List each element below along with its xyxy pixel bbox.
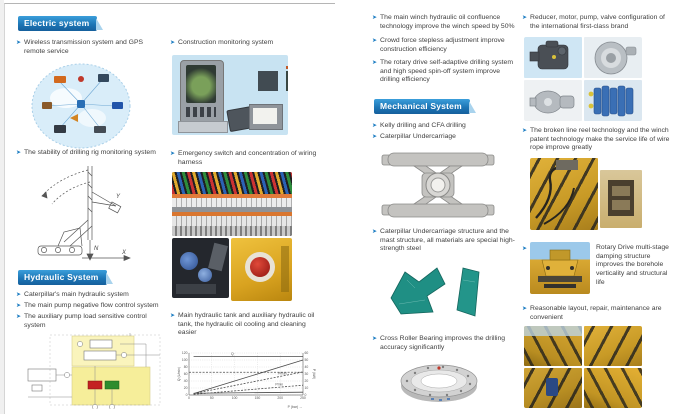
svg-text:120: 120 xyxy=(181,351,188,356)
rotary-drive-image xyxy=(530,242,590,294)
bullet-high-strength-steel xyxy=(372,228,522,254)
handheld-monitor xyxy=(180,60,224,124)
bullet-wireless-transmission xyxy=(16,39,166,56)
bullet-arrow-icon: ➤ xyxy=(372,134,378,140)
bullet-text: Caterpillar Undercarriage xyxy=(380,133,456,140)
bullet-reducer-configuration xyxy=(522,14,667,31)
svg-text:0: 0 xyxy=(185,393,188,398)
svg-text:30: 30 xyxy=(304,372,309,377)
bullet-arrow-icon: ➤ xyxy=(372,38,378,44)
reducer-photo xyxy=(524,37,582,78)
svg-text:60: 60 xyxy=(183,372,188,377)
svg-text:P (kW): P (kW) xyxy=(312,368,316,380)
bullet-arrow-icon: ➤ xyxy=(372,60,378,66)
bullet-arrow-icon: ➤ xyxy=(522,306,528,312)
steel-structure-image xyxy=(385,260,493,322)
svg-text:20: 20 xyxy=(183,386,188,391)
bullet-arrow-icon: ➤ xyxy=(522,128,528,134)
valve-block-photo xyxy=(584,80,642,121)
bullet-arrow-icon: ➤ xyxy=(16,314,22,320)
bullet-text: Cross Roller Bearing improves the drilling accuracy significantly xyxy=(380,335,506,351)
bullet-text: Construction monitoring system xyxy=(178,39,274,46)
bullet-text: Main hydraulic tank and auxiliary hydraulic oil tank, the hydraulic oil cooling and cleaning easier xyxy=(178,312,315,337)
bullet-arrow-icon: ➤ xyxy=(170,151,176,157)
svg-text:40: 40 xyxy=(304,365,309,370)
bullet-negative-flow-control xyxy=(16,302,178,311)
bullet-cat-main-hydraulic xyxy=(16,291,178,300)
components-grid-image xyxy=(524,37,642,121)
bullet-arrow-icon: ➤ xyxy=(372,123,378,129)
svg-text:200: 200 xyxy=(277,396,284,401)
drilling-rig-diagram-image xyxy=(24,162,136,264)
bullet-arrow-icon: ➤ xyxy=(522,246,528,252)
bullet-arrow-icon: ➤ xyxy=(170,313,176,319)
red-stop-button xyxy=(250,257,270,277)
svg-text:0: 0 xyxy=(188,396,190,401)
bullet-text: Reasonable layout, repair, maintenance are convenient xyxy=(530,305,662,321)
cross-roller-bearing-image xyxy=(395,358,483,408)
bullet-broken-line-reel xyxy=(522,127,670,153)
bullet-text: Emergency switch and concentration of wiring harness xyxy=(178,150,317,166)
section-badge-mechanical-system: Mechanical System xyxy=(374,99,470,114)
hub-node xyxy=(77,100,85,108)
svg-text:100: 100 xyxy=(231,396,238,401)
maintenance-photo xyxy=(524,326,582,366)
bullet-main-hydraulic-tank xyxy=(170,312,322,338)
emergency-stop-button-image xyxy=(231,238,292,301)
bullet-text: Rotary Drive multi-stage damping structure improves the borehole verticality and structural life xyxy=(596,244,669,286)
undercarriage-frame-image xyxy=(380,147,496,223)
rig-axis-label: Y xyxy=(116,194,121,200)
bullet-text: The stability of drilling rig monitoring system xyxy=(24,149,156,156)
rig-axis-label: X xyxy=(122,250,127,256)
svg-text:150: 150 xyxy=(254,396,261,401)
winch-reel-image xyxy=(530,158,642,230)
maintenance-photo xyxy=(584,368,642,408)
svg-text:20: 20 xyxy=(304,379,309,384)
bullet-winch-confluence xyxy=(372,14,520,31)
svg-text:40: 40 xyxy=(183,379,188,384)
svg-text:Pmax: Pmax xyxy=(278,371,287,376)
bullet-text: Reducer, motor, pump, valve configuration of the international first-class brand xyxy=(530,14,665,30)
svg-text:60: 60 xyxy=(304,351,309,356)
wiring-harness-image xyxy=(172,172,292,236)
section-badge-hydraulic-system: Hydraulic System xyxy=(18,270,107,285)
svg-text:Q (L/min): Q (L/min) xyxy=(177,366,181,382)
bullet-rotary-self-adaptive xyxy=(372,59,520,85)
rig-axis-label: N xyxy=(94,246,99,252)
performance-chart xyxy=(172,348,317,410)
bullet-reasonable-layout xyxy=(522,305,670,322)
wires xyxy=(172,172,292,194)
travel-motor-photo xyxy=(584,37,642,78)
bullet-kelly-cfa-drilling xyxy=(372,122,512,131)
bullet-caterpillar-undercarriage xyxy=(372,133,512,142)
bullet-arrow-icon: ➤ xyxy=(372,336,378,342)
svg-text:80: 80 xyxy=(183,365,188,370)
maintenance-grid-image xyxy=(524,326,642,408)
section-badge-electric-system: Electric system xyxy=(18,16,97,31)
svg-text:250: 250 xyxy=(300,396,306,401)
bullet-text: Wireless transmission system and GPS remote service xyxy=(24,39,144,55)
terminal-row xyxy=(172,216,292,226)
svg-text:0: 0 xyxy=(304,393,307,398)
bullet-emergency-switch xyxy=(170,150,320,167)
reel-guide-photo xyxy=(600,170,642,228)
maintenance-photo xyxy=(584,326,642,366)
bullet-cross-roller-bearing xyxy=(372,335,522,352)
maintenance-photo xyxy=(524,368,582,408)
bullet-text: Caterpillar Undercarriage structure and the mast structure, all materials are special high-strength steel xyxy=(380,228,515,253)
monitoring-devices-image xyxy=(172,55,288,135)
terminal-row xyxy=(172,198,292,207)
bullet-arrow-icon: ➤ xyxy=(16,303,22,309)
display-module xyxy=(249,104,283,130)
slide-keyboard xyxy=(178,121,228,133)
winch-photo xyxy=(530,158,598,230)
connector-photo-image xyxy=(172,238,229,298)
bullet-text: The main winch hydraulic oil confluence technology improve the winch speed by 50% xyxy=(380,14,515,30)
bullet-text: The main pump negative flow control system xyxy=(24,302,159,309)
svg-text:50: 50 xyxy=(304,358,309,363)
bullet-construction-monitoring xyxy=(170,39,320,48)
pump-photo xyxy=(524,80,582,121)
bullet-arrow-icon: ➤ xyxy=(16,150,22,156)
svg-text:100: 100 xyxy=(181,358,188,363)
bullet-text: The rotary drive self-adaptive drilling system and high speed spin-off system improve drilling efficiency xyxy=(380,59,513,84)
bullet-arrow-icon: ➤ xyxy=(16,292,22,298)
bullet-arrow-icon: ➤ xyxy=(170,40,176,46)
schematic-green-valve xyxy=(105,381,119,389)
bullet-text: Caterpillar's main hydraulic system xyxy=(24,291,129,298)
svg-text:10: 10 xyxy=(304,386,309,391)
hydraulic-schematic-image xyxy=(20,333,166,409)
bullet-text: Kelly drilling and CFA drilling xyxy=(380,122,466,129)
bullet-arrow-icon: ➤ xyxy=(372,229,378,235)
bullet-arrow-icon: ➤ xyxy=(372,15,378,21)
bullet-stability-monitoring xyxy=(16,149,178,158)
bullet-text: Crowd force stepless adjustment improve construction efficiency xyxy=(380,37,505,53)
bullet-rotary-drive-damping xyxy=(596,244,674,287)
wireless-network-image xyxy=(30,62,132,150)
svg-text:Pmin: Pmin xyxy=(275,382,284,387)
svg-text:P (bar) →: P (bar) → xyxy=(287,405,303,409)
bullet-text: The auxiliary pump load sensitive control system xyxy=(24,313,147,329)
svg-text:50: 50 xyxy=(209,396,214,401)
bullet-arrow-icon: ➤ xyxy=(522,15,528,21)
svg-text:Q: Q xyxy=(230,351,234,356)
bullet-crowd-force xyxy=(372,37,520,54)
schematic-red-valve xyxy=(88,381,102,389)
bullet-arrow-icon: ➤ xyxy=(16,40,22,46)
bullet-text: The broken line reel technology and the winch patent technology make the service life of wire rope improve greatly xyxy=(530,127,670,152)
bullet-aux-pump-load-sensitive xyxy=(16,313,164,330)
